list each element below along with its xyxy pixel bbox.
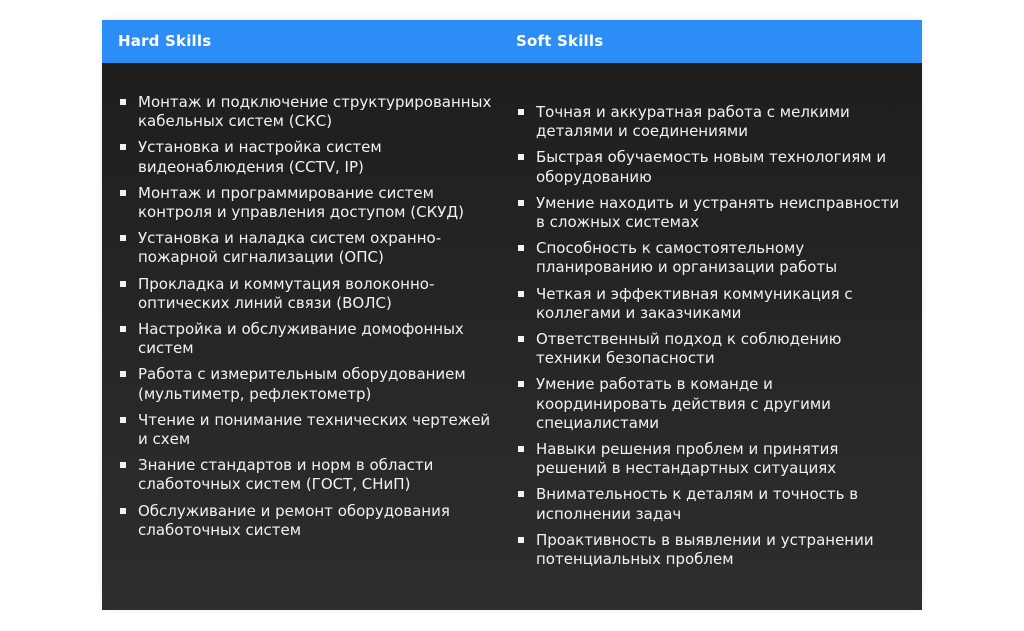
hard-skill-item xyxy=(118,502,498,540)
soft-skill-item-text: Ответственный подход к соблюдению техники безопасности xyxy=(536,330,842,368)
table-body xyxy=(102,63,922,610)
hard-skill-item-text: Монтаж и подключение структурированных кабельных систем (СКС) xyxy=(138,93,492,131)
soft-skill-item xyxy=(516,103,906,141)
hard-skill-item-text: Установка и настройка систем видеонаблюдения (CCTV, IP) xyxy=(138,138,382,176)
soft-skill-item xyxy=(516,239,906,277)
bullet-icon xyxy=(518,291,524,297)
bullet-icon xyxy=(120,462,126,468)
bullet-icon xyxy=(518,154,524,160)
bullet-icon xyxy=(518,446,524,452)
hard-skill-item xyxy=(118,365,498,403)
bullet-icon xyxy=(120,417,126,423)
hard-skills-column xyxy=(118,93,498,547)
bullet-icon xyxy=(518,381,524,387)
soft-skill-item xyxy=(516,440,906,478)
hard-skill-item xyxy=(118,456,498,494)
hard-skill-item-text: Установка и наладка систем охранно-пожарной сигнализации (ОПС) xyxy=(138,229,442,267)
soft-skills-heading: Soft Skills xyxy=(516,32,604,50)
hard-skill-item-text: Прокладка и коммутация волоконно-оптических линий связи (ВОЛС) xyxy=(138,274,435,312)
bullet-icon xyxy=(518,336,524,342)
table-header xyxy=(102,20,922,63)
soft-skill-item xyxy=(516,285,906,323)
soft-skill-item-text: Четкая и эффективная коммуникация с коллегами и заказчиками xyxy=(536,284,853,322)
hard-skills-list xyxy=(118,93,498,540)
soft-skill-item-text: Быстрая обучаемость новым технологиям и оборудованию xyxy=(536,148,887,186)
hard-skill-item xyxy=(118,229,498,267)
soft-skill-item xyxy=(516,148,906,186)
soft-skill-item-text: Способность к самостоятельному планированию и организации работы xyxy=(536,239,838,277)
bullet-icon xyxy=(120,371,126,377)
bullet-icon xyxy=(120,281,126,287)
bullet-icon xyxy=(518,245,524,251)
bullet-icon xyxy=(518,491,524,497)
hard-skill-item-text: Настройка и обслуживание домофонных систем xyxy=(138,320,464,358)
soft-skill-item-text: Внимательность к деталям и точность в исполнении задач xyxy=(536,485,859,523)
soft-skill-item-text: Умение работать в команде и координировать действия с другими специалистами xyxy=(536,375,831,432)
soft-skill-item-text: Проактивность в выявлении и устранении потенциальных проблем xyxy=(536,530,874,569)
hard-skill-item-text: Чтение и понимание технических чертежей и схем xyxy=(138,410,491,449)
hard-skill-item xyxy=(118,411,498,449)
hard-skill-item xyxy=(118,138,498,176)
bullet-icon xyxy=(518,200,524,206)
soft-skill-item-text: Навыки решения проблем и принятия решений в нестандартных ситуациях xyxy=(536,440,839,478)
hard-skill-item-text: Знание стандартов и норм в области слаботочных систем (ГОСТ, СНиП) xyxy=(138,456,434,494)
hard-skill-item xyxy=(118,320,498,358)
bullet-icon xyxy=(120,144,126,150)
bullet-icon xyxy=(518,109,524,115)
bullet-icon xyxy=(120,99,126,105)
hard-skill-item-text: Монтаж и программирование систем контроля и управления доступом (СКУД) xyxy=(138,183,464,222)
bullet-icon xyxy=(120,235,126,241)
hard-skills-heading: Hard Skills xyxy=(118,32,212,50)
soft-skill-item xyxy=(516,194,906,232)
soft-skill-item-text: Точная и аккуратная работа с мелкими деталями и соединениями xyxy=(536,103,850,141)
hard-skill-item-text: Работа с измерительным оборудованием (мультиметр, рефлектометр) xyxy=(138,365,466,403)
soft-skill-item xyxy=(516,330,906,368)
skills-table xyxy=(102,20,922,610)
soft-skill-item xyxy=(516,485,906,523)
hard-skill-item-text: Обслуживание и ремонт оборудования слаботочных систем xyxy=(138,501,450,539)
bullet-icon xyxy=(518,537,524,543)
soft-skill-item xyxy=(516,375,906,433)
bullet-icon xyxy=(120,508,126,514)
soft-skills-list xyxy=(516,103,906,569)
soft-skills-column xyxy=(516,103,906,576)
hard-skill-item xyxy=(118,93,498,131)
hard-skill-item xyxy=(118,275,498,313)
bullet-icon xyxy=(120,326,126,332)
bullet-icon xyxy=(120,190,126,196)
soft-skill-item xyxy=(516,531,906,569)
hard-skill-item xyxy=(118,184,498,222)
soft-skill-item-text: Умение находить и устранять неисправности в сложных системах xyxy=(536,193,900,232)
